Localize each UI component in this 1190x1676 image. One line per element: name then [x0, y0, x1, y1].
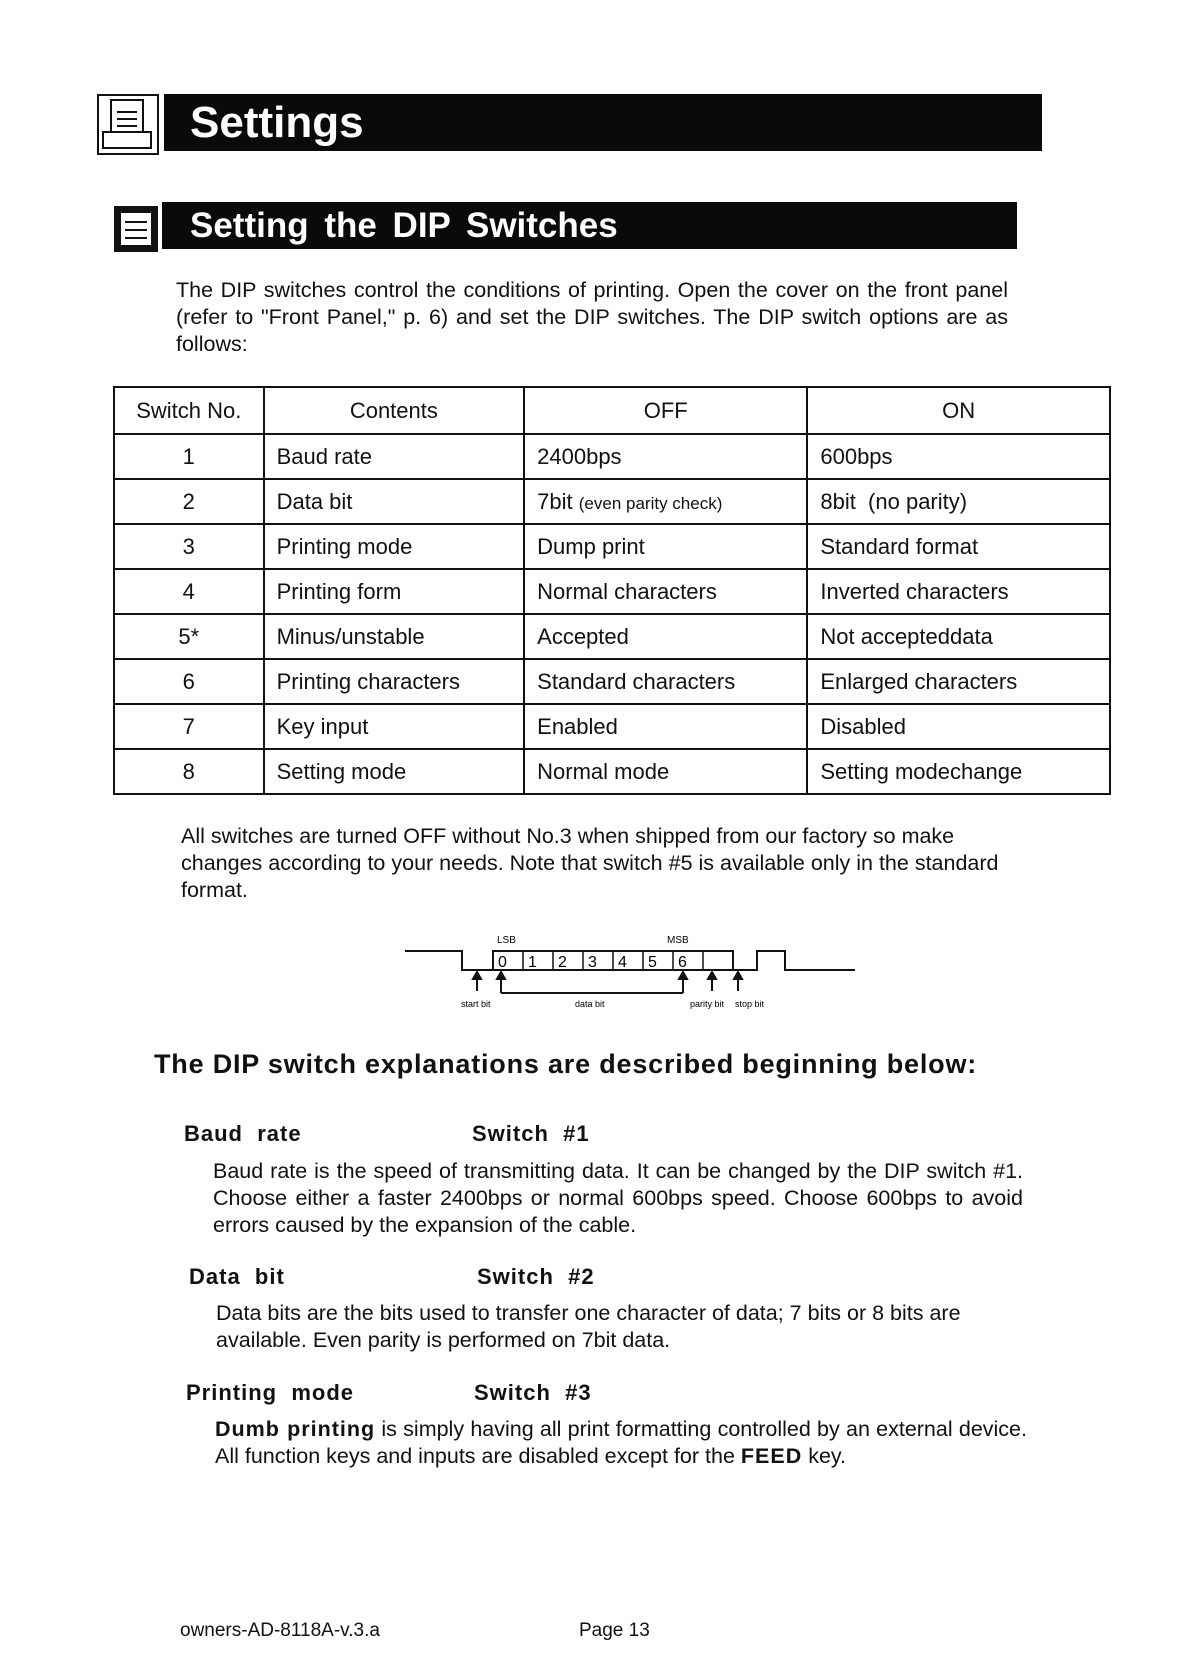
cell-switch-no: 6: [114, 659, 264, 704]
cell-switch-no: 2: [114, 479, 264, 524]
cell-switch-no: 5*: [114, 614, 264, 659]
table-row: [114, 434, 1110, 479]
table-row: [114, 524, 1110, 569]
cell-off: Accepted: [524, 614, 807, 659]
dip-switch-table: [113, 386, 1111, 795]
cell-off: Standard characters: [524, 659, 807, 704]
table-row: [114, 614, 1110, 659]
cell-contents: Printing characters: [264, 659, 525, 704]
cell-off: 7bit (even parity check): [524, 479, 807, 524]
cell-switch-no: 4: [114, 569, 264, 614]
header-contents: Contents: [264, 387, 525, 434]
table-row: [114, 749, 1110, 794]
bit-number: 1: [528, 954, 537, 971]
table-header-row: [114, 387, 1110, 434]
bit-number: 6: [678, 954, 687, 971]
stop-bit-label: stop bit: [735, 999, 765, 1009]
cell-on: Inverted characters: [807, 569, 1110, 614]
cell-on: Not accepteddata: [807, 614, 1110, 659]
bit-number: 4: [618, 954, 627, 971]
cell-contents: Minus/unstable: [264, 614, 525, 659]
cell-off: Normal mode: [524, 749, 807, 794]
data-bit-heading: Data bit Switch #2: [189, 1264, 595, 1289]
baud-rate-body: Baud rate is the speed of transmitting data. It can be changed by the DIP switch #1. Choose either a faster 2400bps or normal 600bps speed. Choose 600bps to avoid errors caused by the expansion of the cable.: [213, 1159, 1023, 1237]
header-on: ON: [807, 387, 1110, 434]
table-row: [114, 704, 1110, 749]
cell-on: Disabled: [807, 704, 1110, 749]
printer-document-icon: [97, 94, 159, 155]
table-row: [114, 479, 1110, 524]
data-bit-body: Data bits are the bits used to transfer one character of data; 7 bits or 8 bits are available. Even parity is performed on 7bit data.: [216, 1301, 961, 1352]
page-title-bar: [164, 94, 1042, 151]
cell-contents: Printing form: [264, 569, 525, 614]
cell-on: Setting modechange: [807, 749, 1110, 794]
factory-note: All switches are turned OFF without No.3 when shipped from our factory so make changes according to your needs. Note that switch #5 is available only in the standard format.: [181, 824, 999, 902]
cell-off: 2400bps: [524, 434, 807, 479]
cell-switch-no: 3: [114, 524, 264, 569]
serial-frame-diagram: [405, 925, 855, 1020]
section-title-bar: [162, 202, 1017, 249]
footer-doc-id: owners-AD-8118A-v.3.a: [180, 1620, 380, 1641]
bit-number: 2: [558, 954, 567, 971]
cell-off: Enabled: [524, 704, 807, 749]
explanations-heading: The DIP switch explanations are described beginning below:: [154, 1049, 978, 1079]
table-row: [114, 659, 1110, 704]
cell-on: Enlarged characters: [807, 659, 1110, 704]
printing-mode-heading: Printing mode Switch #3: [186, 1380, 592, 1405]
cell-off: Dump print: [524, 524, 807, 569]
cell-off: Normal characters: [524, 569, 807, 614]
printing-mode-body: Dumb printing is simply having all print formatting controlled by an external device. All function keys and inputs are disabled except for the FEED key.: [215, 1417, 1027, 1468]
cell-switch-no: 8: [114, 749, 264, 794]
bit-number: 3: [588, 954, 597, 971]
table-row: [114, 569, 1110, 614]
lsb-label: LSB: [497, 935, 516, 946]
bit-number: 5: [648, 954, 657, 971]
section-title: Setting the DIP Switches: [190, 205, 618, 245]
footer-page-number: Page 13: [579, 1620, 650, 1641]
cell-contents: Key input: [264, 704, 525, 749]
header-off: OFF: [524, 387, 807, 434]
cell-switch-no: 1: [114, 434, 264, 479]
cell-contents: Printing mode: [264, 524, 525, 569]
page-title: Settings: [190, 97, 364, 147]
cell-contents: Baud rate: [264, 434, 525, 479]
notepad-icon: [114, 206, 158, 252]
cell-on: 8bit (no parity): [807, 479, 1110, 524]
cell-contents: Setting mode: [264, 749, 525, 794]
cell-on: Standard format: [807, 524, 1110, 569]
parity-bit-label: parity bit: [690, 999, 725, 1009]
msb-label: MSB: [667, 935, 689, 946]
start-bit-label: start bit: [461, 999, 491, 1009]
header-switch-no: Switch No.: [114, 387, 264, 434]
cell-on: 600bps: [807, 434, 1110, 479]
bit-number: 0: [498, 954, 507, 971]
baud-rate-heading: Baud rate Switch #1: [184, 1121, 590, 1146]
intro-paragraph: The DIP switches control the conditions of printing. Open the cover on the front panel (refer to "Front Panel," p. 6) and set the DIP switches. The DIP switch options are as follows:: [176, 278, 1008, 356]
data-bit-label: data bit: [575, 999, 605, 1009]
cell-switch-no: 7: [114, 704, 264, 749]
cell-contents: Data bit: [264, 479, 525, 524]
